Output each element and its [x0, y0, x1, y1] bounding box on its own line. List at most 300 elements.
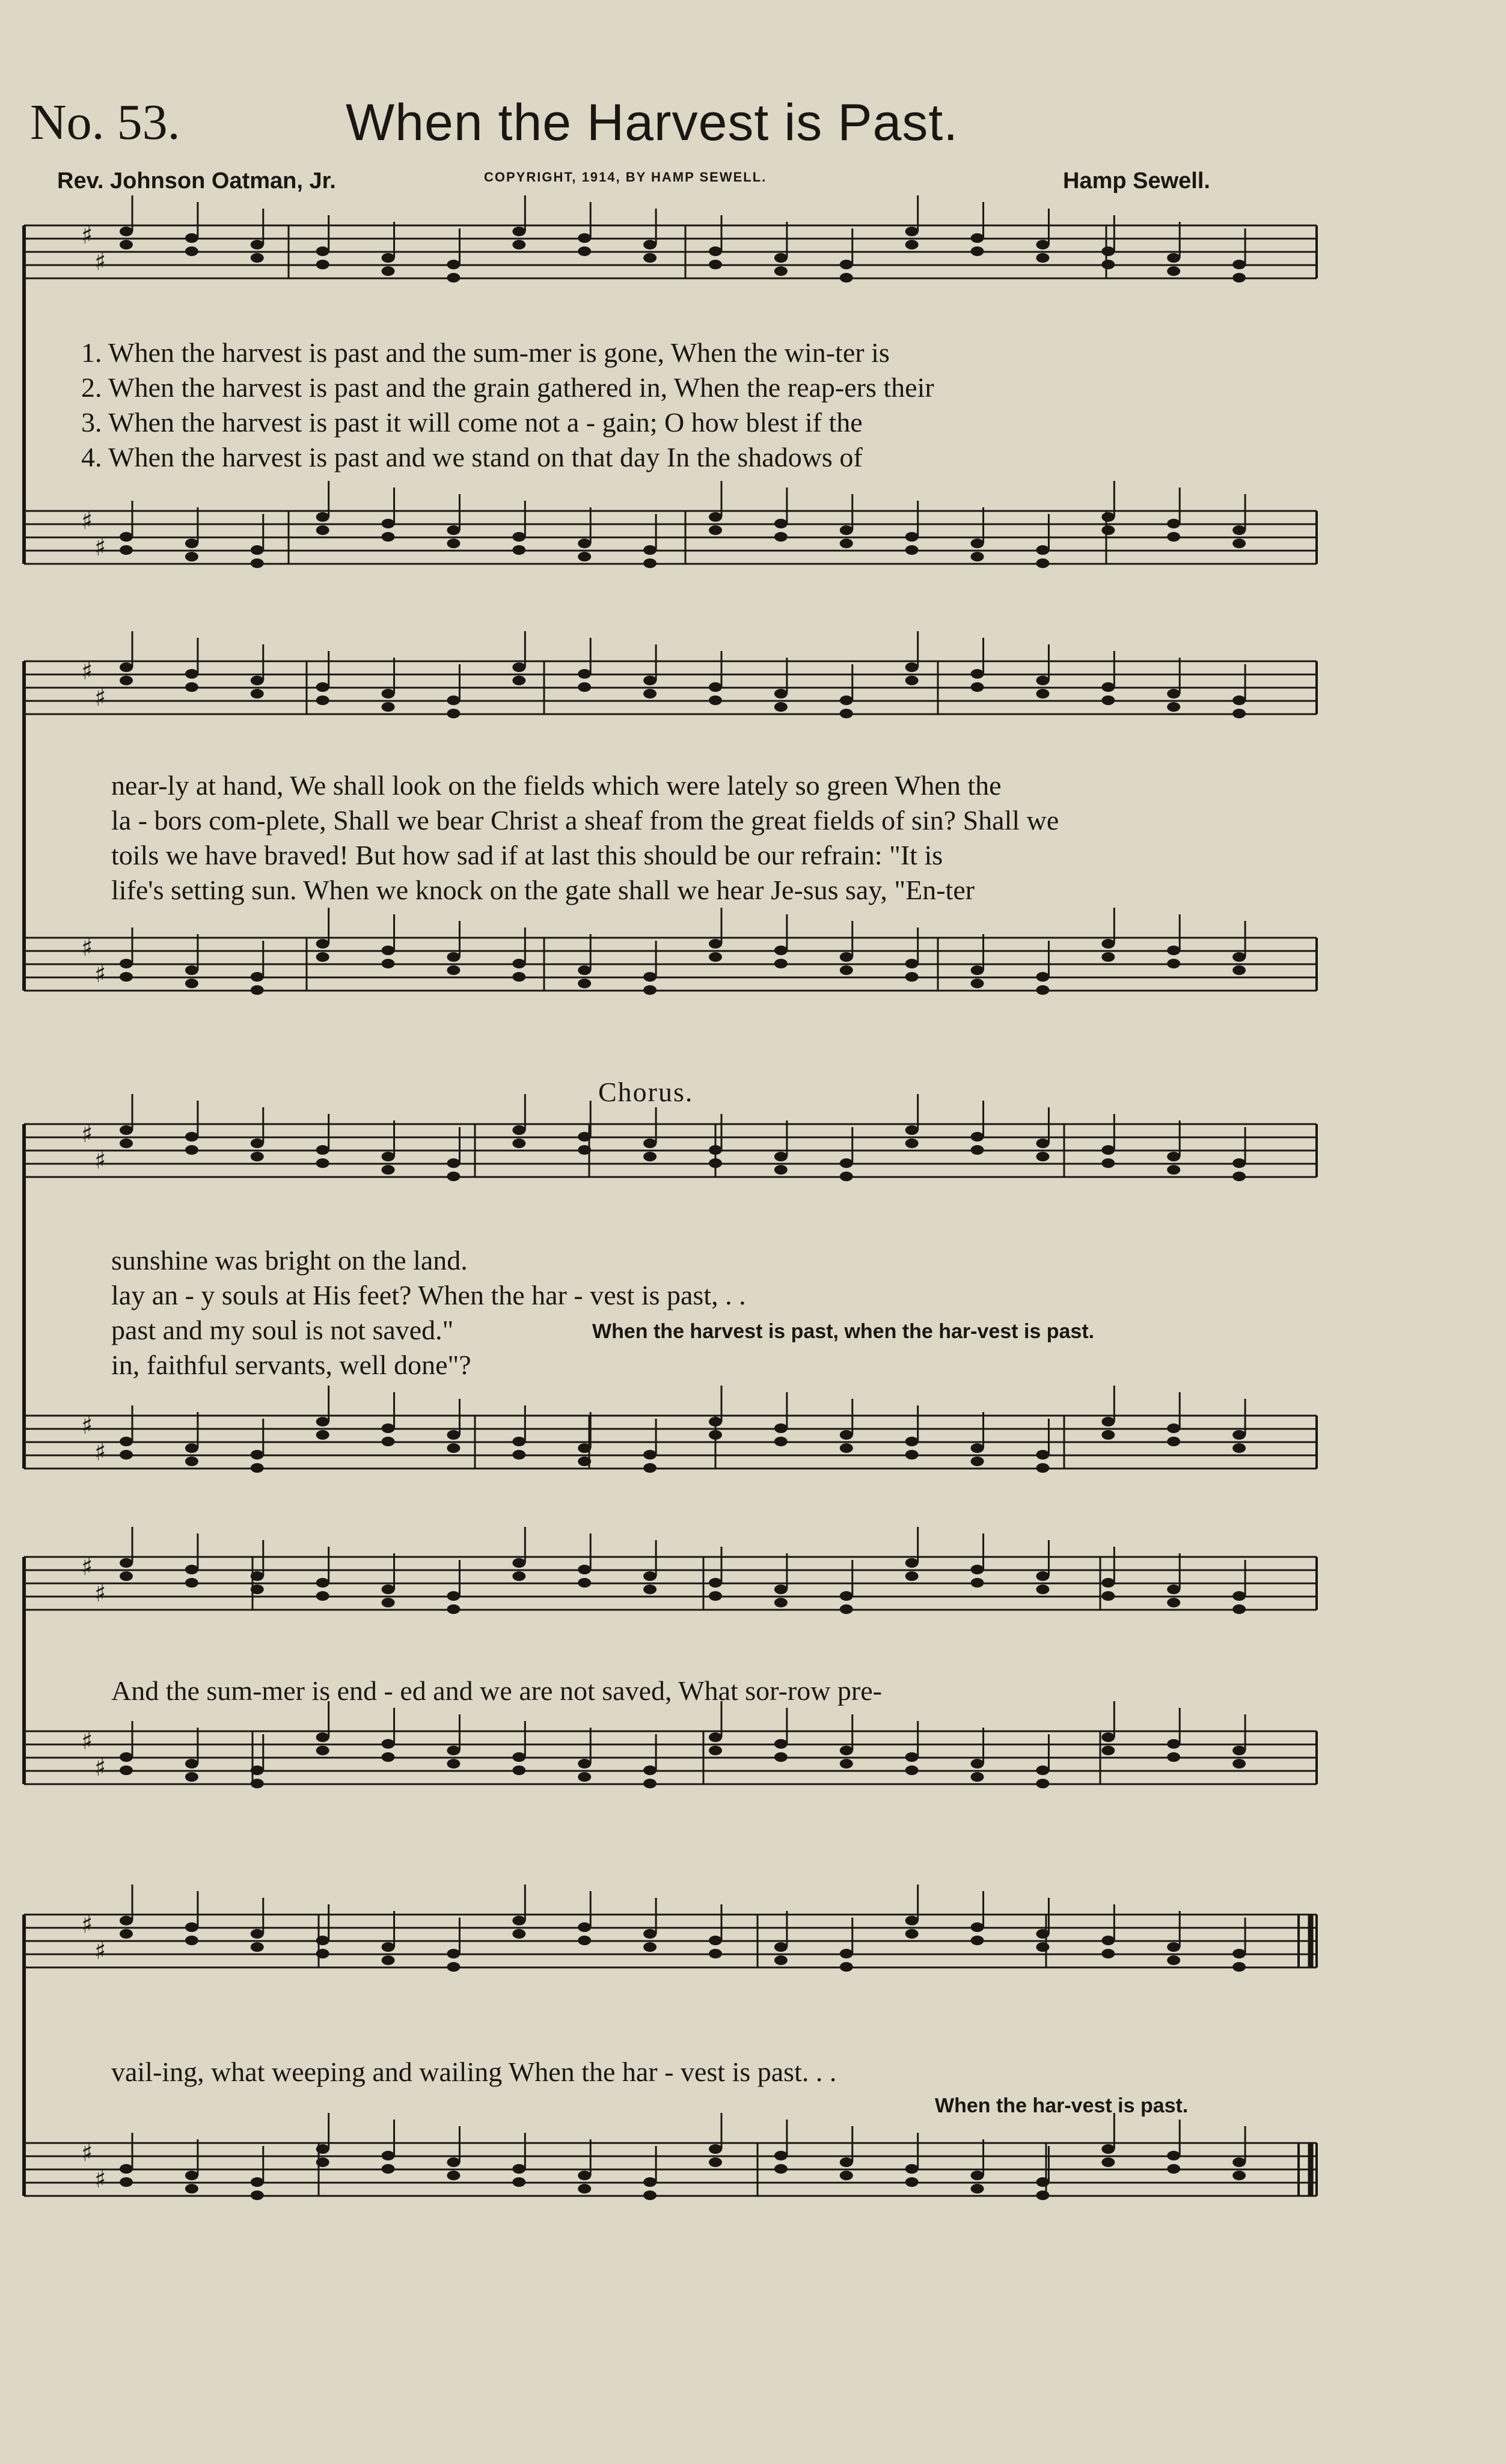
note-head — [1232, 2171, 1246, 2180]
note-head — [382, 1752, 395, 1762]
note-head — [774, 1165, 788, 1175]
sharp-sign: ♯ — [94, 2166, 106, 2193]
note-head — [971, 2171, 984, 2180]
sharp-sign: ♯ — [81, 507, 93, 535]
note-head — [185, 539, 198, 548]
note-head — [905, 2177, 919, 2187]
note-head — [643, 1765, 657, 1775]
note-head — [447, 539, 460, 548]
note-head — [578, 1145, 591, 1155]
note-head — [774, 266, 788, 276]
note-head — [1232, 1604, 1246, 1614]
note-head — [1036, 985, 1049, 995]
note-head — [316, 1145, 329, 1155]
note-head — [709, 1417, 722, 1426]
note-head — [447, 1949, 460, 1958]
note-head — [120, 1125, 133, 1135]
note-head — [1232, 1962, 1246, 1972]
note-head — [905, 240, 919, 249]
chorus-line-2: And the sum-mer is end - ed and we are not saved, What sor-row pre- — [111, 1675, 882, 1706]
note-head — [512, 532, 525, 542]
note-head — [512, 1558, 525, 1568]
note-head — [709, 952, 722, 962]
note-head — [709, 1145, 722, 1155]
note-head — [774, 1598, 788, 1607]
note-head — [578, 2171, 591, 2180]
note-head — [840, 1604, 853, 1614]
note-head — [643, 972, 657, 982]
note-head — [185, 965, 198, 975]
note-head — [971, 2184, 984, 2193]
note-head — [971, 1772, 984, 1782]
note-head — [512, 1437, 525, 1446]
note-head — [1232, 1158, 1246, 1168]
note-head — [512, 1916, 525, 1925]
note-head — [905, 1752, 919, 1762]
note-head — [1232, 1172, 1246, 1181]
note-head — [251, 689, 264, 699]
note-head — [316, 260, 329, 269]
chorus-echo-1: When the harvest is past, when the har-vest is past. — [592, 1320, 1095, 1343]
note-head — [251, 2190, 264, 2200]
note-head — [905, 1916, 919, 1925]
note-head — [447, 1591, 460, 1601]
note-head — [185, 233, 198, 243]
note-head — [1232, 952, 1246, 962]
note-head — [578, 1443, 591, 1453]
note-head — [971, 682, 984, 692]
note-head — [1101, 2157, 1115, 2167]
note-head — [382, 2164, 395, 2174]
note-head — [774, 2164, 788, 2174]
note-head — [316, 1949, 329, 1958]
note-head — [774, 1423, 788, 1433]
note-head — [1167, 702, 1180, 712]
note-head — [382, 1598, 395, 1607]
sharp-sign: ♯ — [81, 222, 93, 249]
note-head — [840, 1430, 853, 1440]
note-head — [1232, 1759, 1246, 1769]
note-head — [578, 965, 591, 975]
note-head — [120, 1929, 133, 1939]
note-head — [185, 2184, 198, 2193]
note-head — [251, 972, 264, 982]
note-head — [1101, 1591, 1115, 1601]
note-head — [1167, 532, 1180, 542]
note-head — [316, 952, 329, 962]
note-head — [578, 233, 591, 243]
note-head — [251, 676, 264, 685]
note-head — [905, 1765, 919, 1775]
note-head — [578, 1922, 591, 1932]
note-head — [120, 545, 133, 555]
note-head — [971, 539, 984, 548]
note-head — [447, 695, 460, 705]
note-head — [185, 1443, 198, 1453]
note-head — [185, 1936, 198, 1945]
verse-1-line-2: near-ly at hand, We shall look on the fields which were lately so green When the — [111, 770, 1002, 801]
note-head — [1167, 519, 1180, 528]
note-head — [709, 1936, 722, 1945]
note-head — [316, 246, 329, 256]
note-head — [643, 676, 657, 685]
sharp-sign: ♯ — [94, 961, 106, 988]
hymn-title: When the Harvest is Past. — [346, 94, 959, 151]
note-head — [316, 1746, 329, 1755]
sharp-sign: ♯ — [94, 1580, 106, 1607]
note-head — [512, 662, 525, 672]
note-head — [185, 246, 198, 256]
note-head — [251, 2177, 264, 2187]
note-head — [185, 669, 198, 679]
note-head — [578, 2184, 591, 2193]
note-head — [840, 1158, 853, 1168]
note-head — [971, 965, 984, 975]
note-head — [840, 1962, 853, 1972]
note-head — [1101, 1417, 1115, 1426]
note-head — [512, 2177, 525, 2187]
note-head — [185, 552, 198, 561]
note-head — [382, 519, 395, 528]
note-head — [512, 1450, 525, 1460]
note-head — [447, 1430, 460, 1440]
note-head — [185, 682, 198, 692]
note-head — [709, 1578, 722, 1588]
note-head — [447, 273, 460, 283]
note-head — [578, 1565, 591, 1574]
note-head — [382, 1437, 395, 1446]
note-head — [185, 1145, 198, 1155]
note-head — [251, 1139, 264, 1148]
note-head — [447, 1443, 460, 1453]
note-head — [1232, 965, 1246, 975]
note-head — [578, 1759, 591, 1769]
note-head — [578, 1578, 591, 1588]
note-head — [709, 1591, 722, 1601]
note-head — [447, 1962, 460, 1972]
note-head — [185, 979, 198, 988]
note-head — [1167, 266, 1180, 276]
note-head — [447, 2157, 460, 2167]
note-head — [905, 1450, 919, 1460]
note-head — [774, 253, 788, 263]
note-head — [251, 545, 264, 555]
note-head — [316, 1417, 329, 1426]
note-head — [709, 2144, 722, 2154]
note-head — [447, 1158, 460, 1168]
note-head — [1167, 1437, 1180, 1446]
note-head — [512, 959, 525, 968]
note-head — [971, 669, 984, 679]
sharp-sign: ♯ — [81, 1911, 93, 1939]
note-head — [840, 273, 853, 283]
note-head — [120, 1437, 133, 1446]
note-head — [120, 1916, 133, 1925]
note-head — [1036, 1779, 1049, 1788]
note-head — [316, 525, 329, 535]
note-head — [905, 545, 919, 555]
note-head — [316, 2144, 329, 2154]
note-head — [120, 676, 133, 685]
note-head — [709, 1732, 722, 1742]
note-head — [382, 959, 395, 968]
note-head — [643, 558, 657, 568]
note-head — [382, 1423, 395, 1433]
note-head — [774, 1437, 788, 1446]
note-head — [840, 952, 853, 962]
note-head — [578, 1457, 591, 1466]
note-head — [774, 2151, 788, 2160]
note-head — [774, 519, 788, 528]
note-head — [251, 1942, 264, 1952]
note-head — [905, 1571, 919, 1581]
verse-3-line-2: toils we have braved! But how sad if at last this should be our refrain: "It is — [111, 840, 943, 870]
note-head — [709, 512, 722, 522]
note-head — [1167, 1585, 1180, 1594]
note-head — [905, 1929, 919, 1939]
note-head — [1232, 695, 1246, 705]
note-head — [1101, 1732, 1115, 1742]
hymn-number: No. 53. — [30, 94, 180, 150]
note-head — [643, 1139, 657, 1148]
note-head — [185, 1578, 198, 1588]
note-head — [1101, 952, 1115, 962]
note-head — [840, 1759, 853, 1769]
note-head — [120, 532, 133, 542]
note-head — [578, 539, 591, 548]
note-head — [512, 2164, 525, 2174]
note-head — [185, 1772, 198, 1782]
note-head — [643, 1779, 657, 1788]
note-head — [1101, 682, 1115, 692]
note-head — [382, 1955, 395, 1965]
note-head — [905, 676, 919, 685]
note-head — [774, 946, 788, 955]
note-head — [1232, 273, 1246, 283]
note-head — [971, 1132, 984, 1142]
note-head — [382, 266, 395, 276]
note-head — [447, 952, 460, 962]
note-head — [185, 1759, 198, 1769]
note-head — [382, 2151, 395, 2160]
note-head — [512, 545, 525, 555]
note-head — [447, 525, 460, 535]
note-head — [1167, 1165, 1180, 1175]
note-head — [512, 1571, 525, 1581]
note-head — [251, 1571, 264, 1581]
note-head — [447, 260, 460, 269]
note-head — [1036, 676, 1049, 685]
note-head — [1036, 1929, 1049, 1939]
note-head — [1167, 1752, 1180, 1762]
note-head — [774, 689, 788, 699]
sharp-sign: ♯ — [94, 1438, 106, 1466]
sharp-sign: ♯ — [94, 684, 106, 712]
chorus-line-1: lay an - y souls at His feet? When the har - vest is past, . . — [111, 1280, 746, 1310]
note-head — [382, 1942, 395, 1952]
note-head — [1232, 1591, 1246, 1601]
note-head — [1101, 525, 1115, 535]
note-head — [185, 1565, 198, 1574]
note-head — [643, 1929, 657, 1939]
note-head — [840, 525, 853, 535]
note-head — [840, 709, 853, 718]
note-head — [578, 246, 591, 256]
note-head — [316, 512, 329, 522]
chorus-echo-2: When the har-vest is past. — [935, 2094, 1189, 2117]
note-head — [643, 1942, 657, 1952]
note-head — [905, 532, 919, 542]
note-head — [971, 246, 984, 256]
note-head — [1167, 2151, 1180, 2160]
note-head — [1101, 1949, 1115, 1958]
note-head — [316, 2157, 329, 2167]
note-head — [316, 1158, 329, 1168]
note-head — [447, 1759, 460, 1769]
note-head — [1036, 1450, 1049, 1460]
note-head — [512, 972, 525, 982]
note-head — [251, 1765, 264, 1775]
note-head — [120, 959, 133, 968]
note-head — [120, 1571, 133, 1581]
note-head — [512, 1752, 525, 1762]
verse-4-line-2: life's setting sun. When we knock on the gate shall we hear Je-sus say, "En-ter — [111, 875, 975, 905]
note-head — [578, 1132, 591, 1142]
note-head — [1232, 1746, 1246, 1755]
note-head — [1232, 539, 1246, 548]
note-head — [382, 1585, 395, 1594]
verse-3-line-3: past and my soul is not saved." — [111, 1315, 454, 1345]
note-head — [1036, 1463, 1049, 1473]
note-head — [120, 1139, 133, 1148]
note-head — [120, 2164, 133, 2174]
note-head — [643, 689, 657, 699]
sharp-sign: ♯ — [94, 248, 106, 276]
note-head — [709, 260, 722, 269]
note-head — [774, 532, 788, 542]
note-head — [1167, 1739, 1180, 1749]
note-head — [120, 1450, 133, 1460]
note-head — [1101, 1158, 1115, 1168]
note-head — [185, 1457, 198, 1466]
note-head — [643, 1463, 657, 1473]
note-head — [709, 1158, 722, 1168]
lyricist-credit: Rev. Johnson Oatman, Jr. — [57, 168, 336, 194]
note-head — [512, 240, 525, 249]
note-head — [578, 669, 591, 679]
note-head — [905, 227, 919, 236]
note-head — [251, 1463, 264, 1473]
copyright-notice: COPYRIGHT, 1914, BY HAMP SEWELL. — [484, 170, 767, 185]
note-head — [709, 246, 722, 256]
note-head — [382, 689, 395, 699]
note-head — [971, 1457, 984, 1466]
note-head — [643, 1585, 657, 1594]
note-head — [1036, 1571, 1049, 1581]
sharp-sign: ♯ — [94, 1147, 106, 1175]
note-head — [1167, 959, 1180, 968]
note-head — [643, 2190, 657, 2200]
note-head — [251, 1929, 264, 1939]
note-head — [774, 1752, 788, 1762]
note-head — [1036, 689, 1049, 699]
note-head — [382, 532, 395, 542]
note-head — [120, 1765, 133, 1775]
note-head — [447, 1172, 460, 1181]
note-head — [120, 1752, 133, 1762]
note-head — [709, 1949, 722, 1958]
verse-4-line-3: in, faithful servants, well done"? — [111, 1350, 471, 1380]
note-head — [905, 959, 919, 968]
note-head — [709, 939, 722, 949]
sharp-sign: ♯ — [94, 1937, 106, 1965]
note-head — [774, 959, 788, 968]
note-head — [447, 965, 460, 975]
verse-2-line-1: 2. When the harvest is past and the grain gathered in, When the reap-ers their — [81, 372, 934, 403]
note-head — [1101, 1746, 1115, 1755]
note-head — [1101, 260, 1115, 269]
note-head — [447, 2171, 460, 2180]
note-head — [840, 965, 853, 975]
note-head — [578, 552, 591, 561]
note-head — [1036, 253, 1049, 263]
note-head — [840, 539, 853, 548]
note-head — [774, 702, 788, 712]
note-head — [120, 240, 133, 249]
note-head — [1036, 1139, 1049, 1148]
note-head — [971, 1922, 984, 1932]
note-head — [251, 253, 264, 263]
note-head — [578, 1772, 591, 1782]
note-head — [316, 682, 329, 692]
note-head — [1232, 2157, 1246, 2167]
note-head — [1036, 545, 1049, 555]
note-head — [1167, 253, 1180, 263]
note-head — [709, 1430, 722, 1440]
composer-credit: Hamp Sewell. — [1063, 168, 1210, 194]
verse-4-line-1: 4. When the harvest is past and we stand on that day In the shadows of — [81, 442, 863, 472]
note-head — [1101, 939, 1115, 949]
note-head — [578, 682, 591, 692]
note-head — [251, 1450, 264, 1460]
note-head — [1036, 972, 1049, 982]
note-head — [1232, 260, 1246, 269]
note-head — [643, 253, 657, 263]
note-head — [1167, 1598, 1180, 1607]
note-head — [382, 1152, 395, 1161]
note-head — [643, 1450, 657, 1460]
note-head — [643, 985, 657, 995]
note-head — [971, 1145, 984, 1155]
note-head — [840, 1591, 853, 1601]
verse-2-line-2: la - bors com-plete, Shall we bear Christ a sheaf from the great fields of sin? Shall we — [111, 805, 1059, 836]
note-head — [1101, 1578, 1115, 1588]
note-head — [251, 240, 264, 249]
note-head — [1232, 1430, 1246, 1440]
note-head — [774, 1585, 788, 1594]
note-head — [251, 1585, 264, 1594]
sharp-sign: ♯ — [94, 1754, 106, 1782]
note-head — [512, 1765, 525, 1775]
note-head — [382, 1165, 395, 1175]
note-head — [1101, 246, 1115, 256]
note-head — [971, 1443, 984, 1453]
note-head — [120, 227, 133, 236]
note-head — [643, 545, 657, 555]
note-head — [1101, 1936, 1115, 1945]
note-head — [512, 1125, 525, 1135]
note-head — [774, 1152, 788, 1161]
